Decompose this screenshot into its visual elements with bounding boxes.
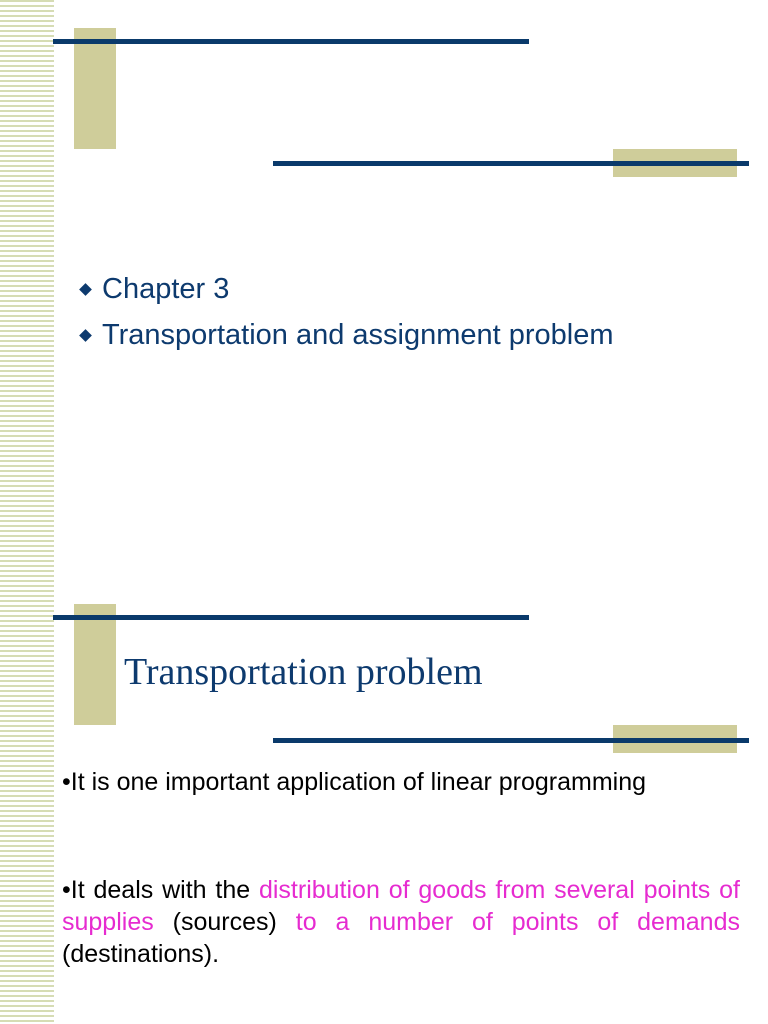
navy-rule-top — [53, 39, 529, 44]
navy-rule-top — [53, 615, 529, 620]
highlight-text: distribution of goods from several points of supplies — [62, 876, 740, 936]
bullet-item — [78, 312, 614, 358]
tan-block-left — [74, 28, 116, 149]
text-run: •It deals with the — [62, 876, 259, 904]
highlight-text: to a number of points of demands — [295, 908, 740, 936]
text-run: (sources) — [153, 908, 296, 936]
navy-rule-bottom — [273, 161, 749, 166]
text-run: (destinations). — [62, 940, 220, 968]
bullet-item — [78, 266, 614, 312]
slide-title: Transportation problem — [124, 651, 483, 693]
navy-rule-bottom — [273, 738, 749, 743]
tan-block-left — [74, 604, 116, 725]
diamond-bullet-icon — [79, 283, 92, 296]
bullet-text: Transportation and assignment problem — [102, 318, 614, 351]
diamond-bullet-icon — [79, 329, 92, 342]
paragraph-application: •It is one important application of linear programming — [62, 768, 647, 796]
paragraph-definition — [62, 874, 740, 970]
bullet-text: Chapter 3 — [102, 272, 230, 305]
chapter-bullet-list — [78, 266, 614, 358]
slide-2 — [0, 512, 768, 1024]
